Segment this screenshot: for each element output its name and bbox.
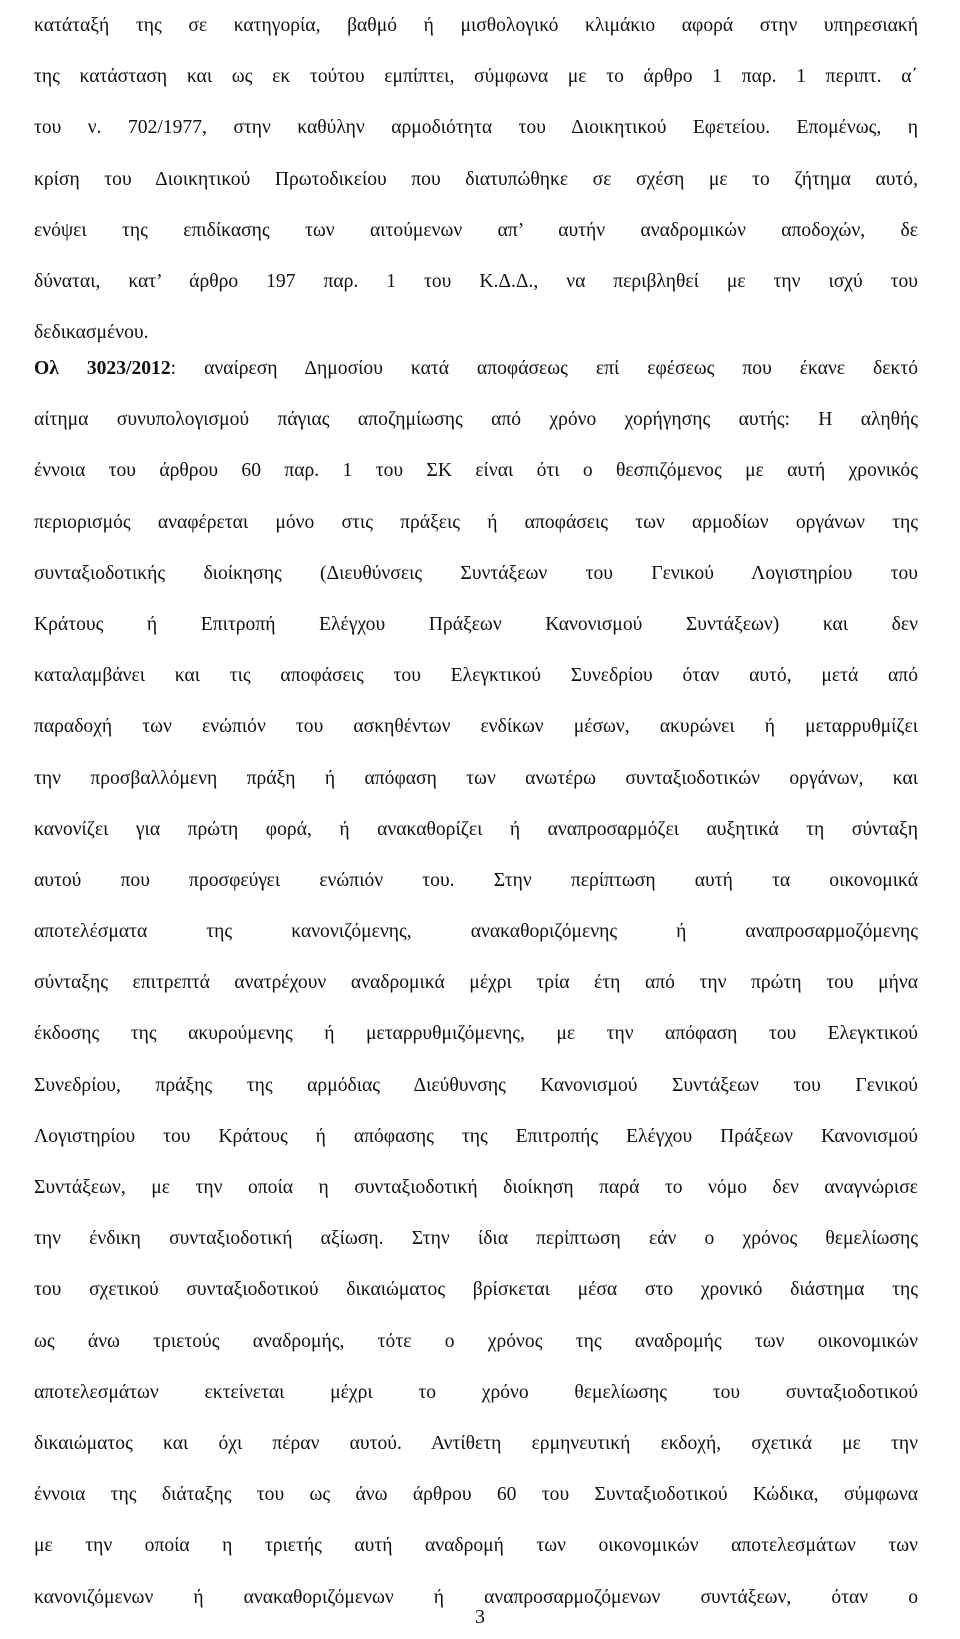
paragraph-line: της κατάσταση και ως εκ τούτου εμπίπτει, σύμφωνα με το άρθρο 1 παρ. 1 περιπτ. α΄ — [34, 66, 918, 88]
paragraph-line: του ν. 702/1977, στην καθύλην αρμοδιότητα του Διοικητικού Εφετείου. Επομένως, η — [34, 117, 918, 139]
paragraph-1 — [34, 0, 918, 358]
paragraph-line: έννοια της διάταξης του ως άνω άρθρου 60 του Συνταξιοδοτικού Κώδικα, σύμφωνα — [34, 1484, 918, 1506]
page-number: 3 — [475, 1606, 485, 1628]
paragraph-line: Συνεδρίου, πράξης της αρμόδιας Διεύθυνσης Κανονισμού Συντάξεων του Γενικού — [34, 1074, 918, 1096]
paragraph-line: έννοια του άρθρου 60 παρ. 1 του ΣΚ είναι ότι ο θεσπιζόμενος με αυτή χρονικός — [34, 460, 918, 482]
paragraph-line: Λογιστηρίου του Κράτους ή απόφασης της Επιτροπής Ελέγχου Πράξεων Κανονισμού — [34, 1125, 918, 1147]
paragraph-line: καταλαμβάνει και τις αποφάσεις του Ελεγκτικού Συνεδρίου όταν αυτό, μετά από — [34, 665, 918, 687]
paragraph-line: κατάταξή της σε κατηγορία, βαθμό ή μισθολογικό κλιμάκιο αφορά στην υπηρεσιακή — [34, 15, 918, 36]
paragraph-line: έκδοσης της ακυρούμενης ή μεταρρυθμιζόμενης, με την απόφαση του Ελεγκτικού — [34, 1023, 918, 1045]
paragraph-line: του σχετικού συνταξιοδοτικού δικαιώματος βρίσκεται μέσα στο χρονικό διάστημα της — [34, 1279, 918, 1301]
paragraph-line: σύνταξης επιτρεπτά ανατρέχουν αναδρομικά μέχρι τρία έτη από την πρώτη του μήνα — [34, 972, 918, 994]
paragraph-first-line — [34, 343, 918, 394]
paragraph-line: την προσβαλλόμενη πράξη ή απόφαση των ανωτέρω συνταξιοδοτικών οργάνων, και — [34, 767, 918, 789]
paragraph-line: κρίση του Διοικητικού Πρωτοδικείου που διατυπώθηκε σε σχέση με το ζήτημα αυτό, — [34, 168, 918, 190]
paragraph-2 — [34, 343, 918, 1623]
paragraph-line: κανονιζόμενων ή ανακαθοριζόμενων ή αναπροσαρμοζόμενων συντάξεων, όταν ο — [34, 1586, 918, 1608]
paragraph-line: ενόψει της επιδίκασης των αιτούμενων απ’ αυτήν αναδρομικών αποδοχών, δε — [34, 219, 918, 241]
paragraph-line: παραδοχή των ενώπιόν του ασκηθέντων ενδίκων μέσων, ακυρώνει ή μεταρρυθμίζει — [34, 716, 918, 738]
paragraph-line: αποτελεσμάτων εκτείνεται μέχρι το χρόνο θεμελίωσης του συνταξιοδοτικού — [34, 1381, 918, 1403]
paragraph-line: ως άνω τριετούς αναδρομής, τότε ο χρόνος της αναδρομής των οικονομικών — [34, 1330, 918, 1352]
paragraph-line: Συντάξεων, με την οποία η συνταξιοδοτική διοίκηση παρά το νόμο δεν αναγνώρισε — [34, 1177, 918, 1198]
case-reference: Ολ 3023/2012 — [34, 358, 171, 379]
paragraph-line: κανονίζει για πρώτη φορά, ή ανακαθορίζει ή αναπροσαρμόζει αυξητικά τη σύνταξη — [34, 818, 918, 840]
paragraph-line: την ένδικη συνταξιοδοτική αξίωση. Στην ίδια περίπτωση εάν ο χρόνος θεμελίωσης — [34, 1228, 918, 1250]
paragraph-line: δικαιώματος και όχι πέραν αυτού. Αντίθετη ερμηνευτική εκδοχή, σχετικά με την — [34, 1432, 918, 1454]
paragraph-line: δύναται, κατ’ άρθρο 197 παρ. 1 του Κ.Δ.Δ., να περιβληθεί με την ισχύ του — [34, 270, 918, 292]
paragraph-line: αποτελέσματα της κανονιζόμενης, ανακαθοριζόμενης ή αναπροσαρμοζόμενης — [34, 921, 918, 943]
paragraph-line: αυτού που προσφεύγει ενώπιόν του. Στην περίπτωση αυτή τα οικονομικά — [34, 869, 918, 891]
paragraph-line: Κράτους ή Επιτροπή Ελέγχου Πράξεων Κανονισμού Συντάξεων) και δεν — [34, 613, 918, 635]
paragraph-line: δεδικασμένου. — [34, 322, 149, 344]
paragraph-line: συνταξιοδοτικής διοίκησης (Διευθύνσεις Συντάξεων του Γενικού Λογιστηρίου του — [34, 562, 918, 584]
paragraph-line: περιορισμός αναφέρεται μόνο στις πράξεις ή αποφάσεις των αρμοδίων οργάνων της — [34, 511, 918, 533]
paragraph-line: με την οποία η τριετής αυτή αναδρομή των οικονομικών αποτελεσμάτων των — [34, 1535, 918, 1557]
paragraph-line: αίτημα συνυπολογισμού πάγιας αποζημίωσης από χρόνο χορήγησης αυτής: Η αληθής — [34, 409, 918, 431]
first-line-text: : αναίρεση Δημοσίου κατά αποφάσεως επί εφέσεως που έκανε δεκτό — [170, 358, 918, 379]
